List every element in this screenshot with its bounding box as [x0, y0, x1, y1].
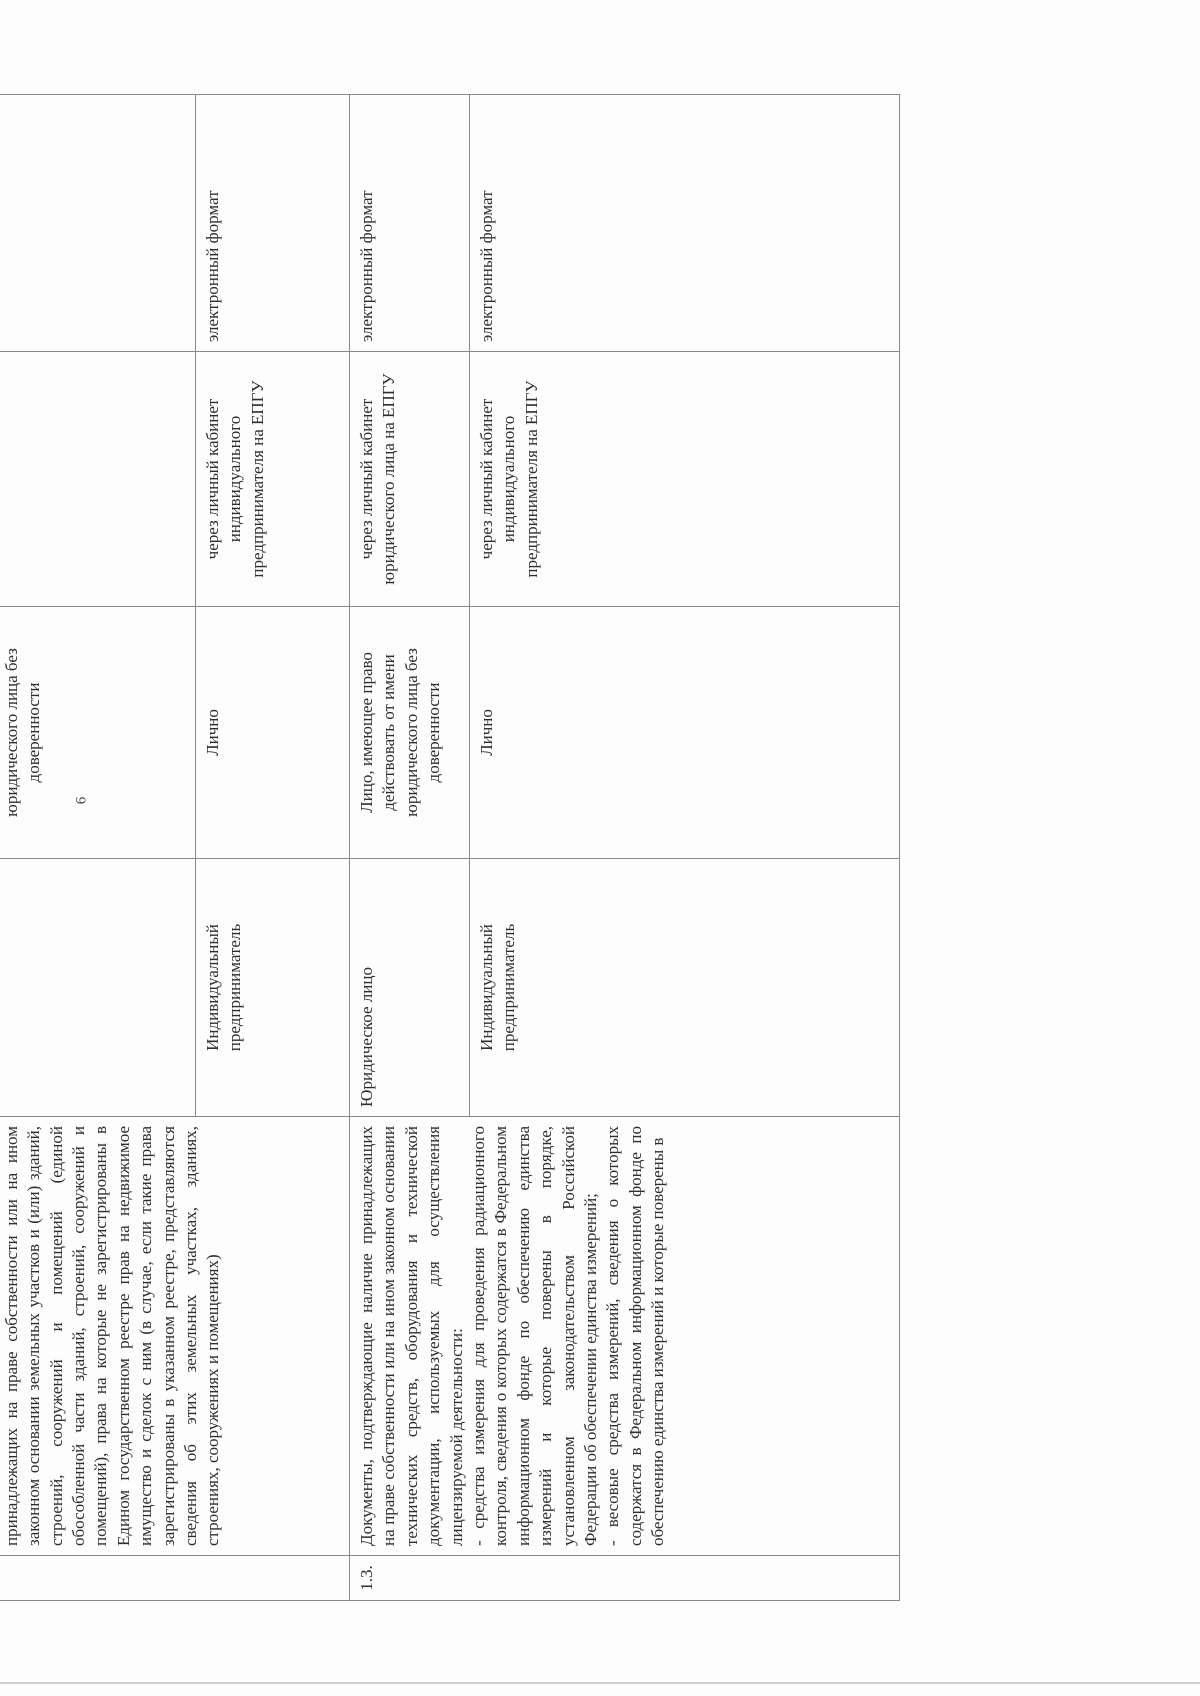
- representative: Лично: [196, 607, 350, 859]
- submission-channel: через личный кабинет юридического лица на ЕПГУ: [350, 352, 470, 607]
- documents-list-item: - средства измерения для проведения радиационного контроля, сведения о которых содержатся в Федеральном информационном фонде по обеспечению единства измерений и которые поверены в порядке, установленном законодательством Российской Федерации об обеспечении единства измерений;: [469, 1126, 601, 1546]
- representative: юридического лица без доверенности: [0, 607, 196, 859]
- submission-channel: через личный кабинет индивидуального предпринимателя на ЕПГУ: [470, 352, 900, 607]
- applicant-category: [0, 859, 196, 1117]
- table-row: [350, 95, 470, 1601]
- applicant-category: Индивидуальный предприниматель: [196, 859, 350, 1117]
- document-format: электронный формат: [470, 95, 900, 352]
- submission-channel: через личный кабинет индивидуального предпринимателя на ЕПГУ: [196, 352, 350, 607]
- document-format: [0, 95, 196, 352]
- documents-list-item: - весовые средства измерений, сведения о которых содержатся в Федеральном информационном фонде по обеспечению единства измерений и которые поверены в: [603, 1126, 668, 1546]
- applicant-category: Юридическое лицо: [350, 859, 470, 1117]
- page-number: 6: [73, 796, 90, 805]
- document-format: электронный формат: [350, 95, 470, 352]
- row-number: 1.3.: [350, 1556, 900, 1601]
- applicant-category: Индивидуальный предприниматель: [470, 859, 900, 1117]
- representative: Лицо, имеющее право действовать от имени юридического лица без доверенности: [350, 607, 470, 859]
- documents-description: [350, 1117, 900, 1556]
- representative: Лично: [470, 607, 900, 859]
- submission-channel: [0, 352, 196, 607]
- page-bottom-edge: [0, 1682, 1200, 1684]
- rotated-table-wrapper: [0, 95, 899, 1601]
- documents-description: принадлежащих на праве собственности или на ином законном основании земельных участков и (или) зданий, строений, сооружений и помещений (единой обособленной части зданий, строений, сооружений и помещений), права на которые не зарегистрированы в Едином государственном реестре прав на недвижимое имущество и сделок с ним (в случае, если такие права зарегистрированы в указанном реестре, представляются сведения об этих земельных участках, зданиях, строениях, сооружениях и помещениях): [0, 1117, 350, 1556]
- documents-intro: Документы, подтверждающие наличие принадлежащих на праве собственности или на ином законном основании технических средств, оборудования и технической документации, используемых для осуществления лицензируемой деятельности:: [357, 1126, 466, 1546]
- licensing-documents-table: [0, 94, 900, 1601]
- row-number: [0, 1556, 350, 1601]
- table-row: [0, 95, 196, 1601]
- document-format: электронный формат: [196, 95, 350, 352]
